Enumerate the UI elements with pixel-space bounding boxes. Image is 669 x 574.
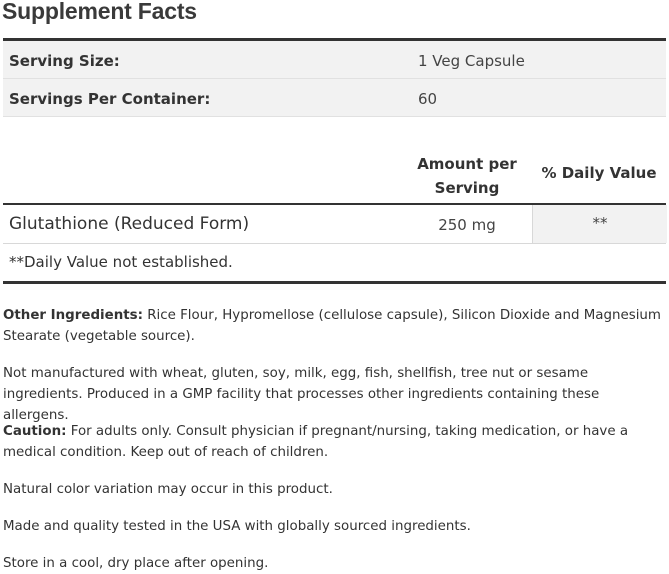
bottom-divider	[3, 281, 666, 284]
other-ingredients-paragraph	[3, 305, 667, 347]
daily-value-header: % Daily Value	[541, 164, 657, 182]
caution-text: For adults only. Consult physician if pregnant/nursing, taking medication, or have a medical condition. Keep out of reach of children.	[3, 424, 629, 460]
allergen-paragraph: Not manufactured with wheat, gluten, soy, milk, egg, fish, shellfish, tree nut or sesame ingredients. Produced in a GMP facility that processes other ingredients containing these allergens.	[3, 366, 600, 423]
ingredient-name: Glutathione (Reduced Form)	[9, 214, 250, 234]
ingredient-amount: 250 mg	[438, 216, 496, 234]
other-ingredients-text: Rice Flour, Hypromellose (cellulose capsule), Silicon Dioxide and Magnesium Stearate (vegetable source).	[3, 308, 661, 344]
servings-per-container-label: Servings Per Container:	[9, 90, 211, 108]
supplement-facts-table	[3, 38, 666, 284]
amount-per-serving-header	[405, 152, 529, 200]
daily-value-footnote: **Daily Value not established.	[9, 253, 233, 271]
serving-size-label: Serving Size:	[9, 52, 120, 70]
serving-size-value: 1 Veg Capsule	[418, 52, 525, 70]
color-variation-note: Natural color variation may occur in this product.	[3, 482, 333, 497]
servings-per-container-value: 60	[418, 90, 438, 108]
page-title: Supplement Facts	[2, 0, 197, 24]
amount-header-line1: Amount per	[417, 155, 517, 173]
table-header	[3, 117, 666, 203]
ingredient-row	[3, 205, 666, 244]
amount-header-line2: Serving	[434, 179, 500, 197]
other-ingredients-label: Other Ingredients:	[3, 308, 143, 323]
serving-size-row	[3, 41, 666, 79]
made-in-usa-note: Made and quality tested in the USA with globally sourced ingredients.	[3, 519, 471, 534]
caution-paragraph	[3, 421, 667, 463]
footnote-row	[3, 244, 666, 281]
servings-per-container-row	[3, 79, 666, 117]
storage-note: Store in a cool, dry place after opening.	[3, 556, 269, 571]
ingredient-daily-value: **	[532, 205, 667, 243]
caution-label: Caution:	[3, 424, 67, 439]
